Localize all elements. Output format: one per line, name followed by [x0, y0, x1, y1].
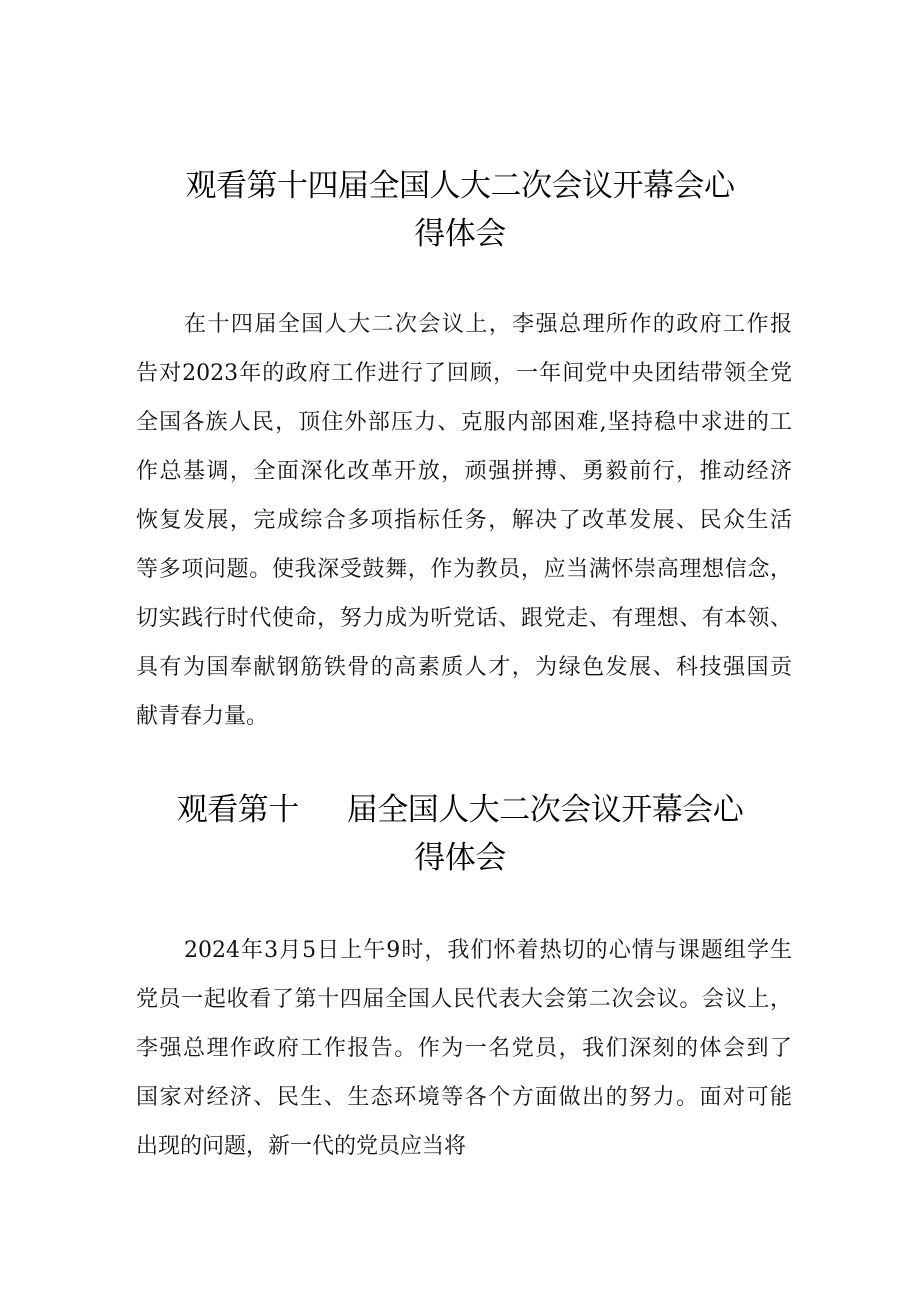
article-2-line: 2024年3月5日上午9时，我们怀着热切的心情与课题组学生 — [184, 938, 792, 963]
article-2-title-part-b: 届全国人大二次会议开幕会心 — [346, 792, 744, 828]
article-1-line: 切实践行时代使命，努力成为听党话、跟党走、有理想、有本领、 — [136, 606, 792, 631]
article-2-line: 出现的问题，新一代的党员应当将 — [136, 1134, 467, 1159]
article-1-line: 作总基调，全面深化改革开放，顽强拼搏、勇毅前行，推动经济 — [136, 459, 792, 484]
article-2-body — [136, 926, 792, 1171]
article-2-line: 党员一起收看了第十四届全国人民代表大会第二次会议。会议上， — [136, 987, 792, 1012]
article-1-line: 在十四届全国人大二次会议上，李强总理所作的政府工作报 — [184, 312, 792, 337]
article-1-title — [140, 162, 780, 258]
article-1-body — [136, 300, 792, 741]
article-2-line: 国家对经济、民生、生态环境等各个方面做出的努力。面对可能 — [136, 1085, 792, 1110]
article-2-title-line-2: 得体会 — [414, 840, 506, 876]
article-2-title-line-1 — [140, 786, 780, 834]
article-1-line: 具有为国奉献钢筋铁骨的高素质人才，为绿色发展、科技强国贡 — [136, 655, 792, 680]
article-1-title-line-2: 得体会 — [414, 216, 506, 252]
article-2-title-part-a: 观看第十 — [176, 792, 299, 828]
article-1-line: 全国各族人民，顶住外部压力、克服内部困难,坚持稳中求进的工 — [136, 410, 792, 435]
article-1-line: 献青春力量。 — [136, 704, 269, 729]
article-2-line: 李强总理作政府工作报告。作为一名党员，我们深刻的体会到了 — [136, 1036, 792, 1061]
article-1-line: 等多项问题。使我深受鼓舞，作为教员，应当满怀崇高理想信念， — [136, 557, 792, 582]
article-1-line: 恢复发展，完成综合多项指标任务，解决了改革发展、民众生活 — [136, 508, 792, 533]
article-1-title-line-1: 观看第十四届全国人大二次会议开幕会心 — [185, 168, 735, 204]
article-2-title — [140, 786, 780, 882]
article-1-line: 告对2023年的政府工作进行了回顾，一年间党中央团结带领全党 — [136, 361, 792, 386]
